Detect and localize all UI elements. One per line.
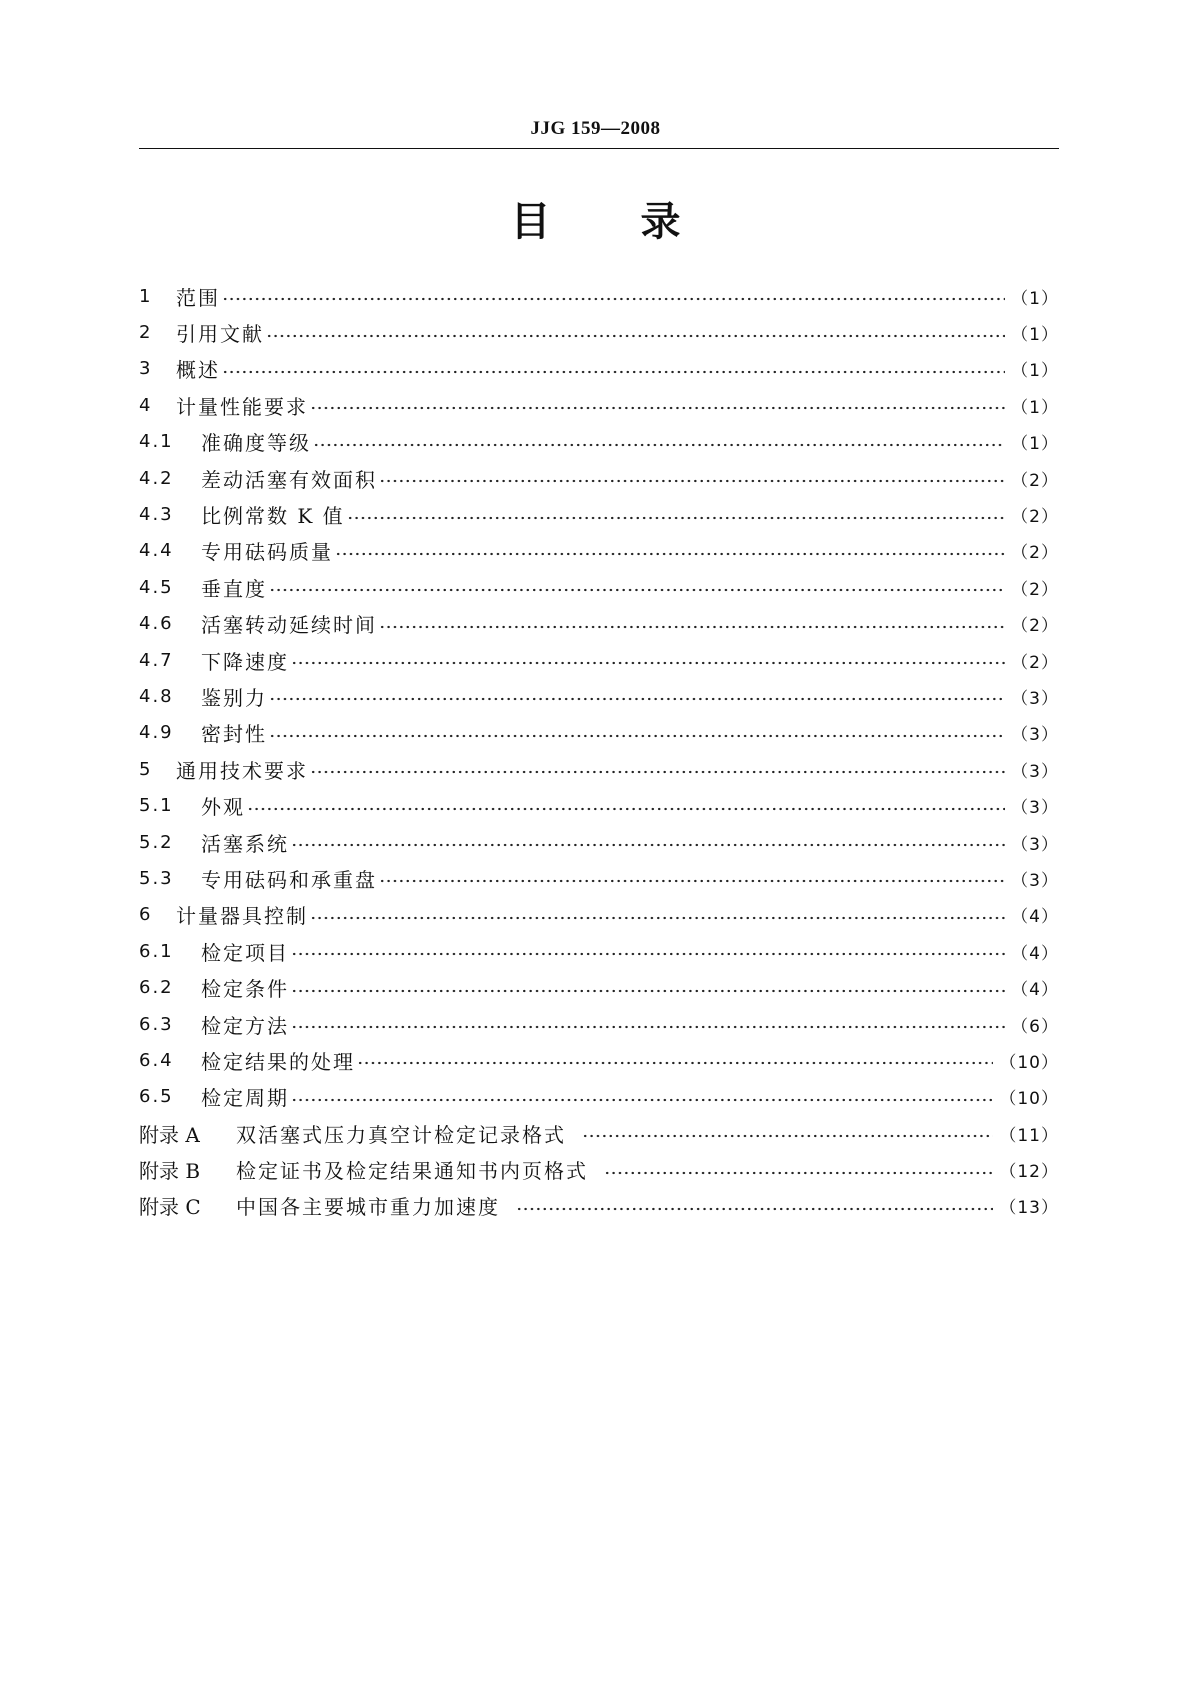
- toc-entry[interactable]: [139, 1151, 1059, 1187]
- toc-entry[interactable]: [139, 751, 1059, 787]
- toc-entry-title: 检定证书及检定结果通知书内页格式: [236, 1159, 588, 1184]
- toc-entry-number: 附录 C: [139, 1195, 201, 1220]
- toc-title: [0, 196, 1191, 248]
- toc-entry-page: （2）: [1011, 543, 1059, 564]
- toc-dot-leader: [291, 941, 1005, 961]
- toc-dot-leader: [379, 468, 1005, 488]
- toc-entry-number: 6.3: [139, 1013, 174, 1035]
- toc-entry-title: 计量器具控制: [176, 904, 308, 929]
- toc-entry-number: 4.3: [139, 504, 174, 526]
- toc-entry-title: 双活塞式压力真空计检定记录格式: [236, 1122, 566, 1147]
- toc-entry-number: 6.5: [139, 1086, 174, 1108]
- toc-entry[interactable]: [139, 387, 1059, 423]
- toc-entry-number: 2: [139, 322, 153, 344]
- toc-entry-number: 4.1: [139, 431, 174, 453]
- toc-dot-leader: [266, 323, 1005, 343]
- toc-entry[interactable]: [139, 460, 1059, 496]
- toc-entry-page: （6）: [1011, 1016, 1059, 1037]
- toc-entry-title: 下降速度: [201, 649, 289, 674]
- toc-entry-title: 范围: [176, 285, 220, 310]
- toc-dot-leader: [604, 1160, 993, 1180]
- toc-title-char: 录: [640, 199, 681, 245]
- toc-entry-number: 3: [139, 358, 153, 380]
- toc-entry[interactable]: [139, 824, 1059, 860]
- toc-entry-title: 活塞转动延续时间: [201, 613, 377, 638]
- table-of-contents: [139, 278, 1059, 1224]
- toc-dot-leader: [313, 432, 1005, 452]
- toc-entry-title: 鉴别力: [201, 685, 267, 710]
- toc-entry-page: （10）: [999, 1052, 1059, 1073]
- toc-entry-title: 检定结果的处理: [201, 1049, 355, 1074]
- toc-entry-number: 6.2: [139, 977, 174, 999]
- toc-entry-title: 通用技术要求: [176, 758, 308, 783]
- toc-entry-title: 检定周期: [201, 1086, 289, 1111]
- toc-entry-page: （11）: [999, 1125, 1059, 1146]
- toc-entry[interactable]: [139, 642, 1059, 678]
- toc-entry-page: （3）: [1011, 688, 1059, 709]
- toc-entry[interactable]: [139, 424, 1059, 460]
- toc-entry-page: （3）: [1011, 834, 1059, 855]
- toc-dot-leader: [269, 577, 1005, 597]
- toc-dot-leader: [222, 359, 1005, 379]
- toc-entry[interactable]: [139, 314, 1059, 350]
- toc-title-char: 目: [510, 199, 551, 245]
- toc-entry-number: 4.6: [139, 613, 174, 635]
- toc-entry-page: （4）: [1011, 907, 1059, 928]
- toc-entry[interactable]: [139, 1188, 1059, 1224]
- toc-entry-title: 专用砝码质量: [201, 540, 333, 565]
- toc-dot-leader: [269, 723, 1005, 743]
- toc-entry-page: （3）: [1011, 870, 1059, 891]
- toc-entry-number: 附录 B: [139, 1159, 201, 1184]
- toc-entry-page: （2）: [1011, 507, 1059, 528]
- toc-entry-page: （2）: [1011, 470, 1059, 491]
- toc-entry-page: （12）: [999, 1162, 1059, 1183]
- toc-entry-title: 检定方法: [201, 1013, 289, 1038]
- toc-entry[interactable]: [139, 1006, 1059, 1042]
- toc-entry-page: （1）: [1011, 361, 1059, 382]
- toc-entry-page: （3）: [1011, 725, 1059, 746]
- toc-entry-number: 1: [139, 285, 153, 307]
- toc-dot-leader: [291, 832, 1005, 852]
- toc-entry-title: 计量性能要求: [176, 394, 308, 419]
- toc-entry-title: 外观: [201, 795, 245, 820]
- toc-entry[interactable]: [139, 533, 1059, 569]
- toc-entry[interactable]: [139, 897, 1059, 933]
- toc-entry-number: 附录 A: [139, 1122, 200, 1147]
- toc-entry[interactable]: [139, 860, 1059, 896]
- toc-entry-page: （2）: [1011, 579, 1059, 600]
- toc-entry-title: 活塞系统: [201, 831, 289, 856]
- toc-entry-page: （2）: [1011, 616, 1059, 637]
- toc-entry[interactable]: [139, 569, 1059, 605]
- toc-entry-page: （10）: [999, 1089, 1059, 1110]
- toc-entry-page: （2）: [1011, 652, 1059, 673]
- toc-dot-leader: [516, 1196, 993, 1216]
- toc-entry[interactable]: [139, 969, 1059, 1005]
- toc-dot-leader: [269, 686, 1005, 706]
- toc-entry[interactable]: [139, 278, 1059, 314]
- toc-entry-number: 5.2: [139, 831, 174, 853]
- toc-entry[interactable]: [139, 1115, 1059, 1151]
- toc-entry[interactable]: [139, 496, 1059, 532]
- toc-dot-leader: [291, 1087, 993, 1107]
- toc-entry[interactable]: [139, 715, 1059, 751]
- toc-entry-title: 引用文献: [176, 322, 264, 347]
- toc-entry[interactable]: [139, 787, 1059, 823]
- toc-entry-number: 4: [139, 394, 153, 416]
- toc-entry[interactable]: [139, 606, 1059, 642]
- toc-entry-number: 4.7: [139, 649, 174, 671]
- toc-entry-number: 4.2: [139, 467, 174, 489]
- toc-entry-title: 垂直度: [201, 576, 267, 601]
- document-code-header: JJG 159—2008: [530, 118, 661, 139]
- toc-entry[interactable]: [139, 351, 1059, 387]
- toc-dot-leader: [582, 1123, 993, 1143]
- toc-dot-leader: [222, 286, 1005, 306]
- toc-entry-number: 5.1: [139, 795, 174, 817]
- toc-dot-leader: [335, 541, 1005, 561]
- toc-entry-title: 中国各主要城市重力加速度: [236, 1195, 500, 1220]
- toc-entry-page: （4）: [1011, 943, 1059, 964]
- toc-entry-number: 6.1: [139, 940, 174, 962]
- toc-dot-leader: [379, 614, 1005, 634]
- toc-entry-number: 4.5: [139, 576, 174, 598]
- toc-entry-title: 比例常数 K 值: [201, 504, 345, 529]
- toc-dot-leader: [291, 1014, 1005, 1034]
- toc-entry-title: 密封性: [201, 722, 267, 747]
- toc-entry[interactable]: [139, 1042, 1059, 1078]
- toc-dot-leader: [291, 650, 1005, 670]
- toc-dot-leader: [310, 905, 1005, 925]
- toc-dot-leader: [291, 978, 1005, 998]
- toc-entry[interactable]: [139, 933, 1059, 969]
- toc-entry[interactable]: [139, 678, 1059, 714]
- toc-entry-number: 5: [139, 758, 153, 780]
- toc-entry-page: （1）: [1011, 325, 1059, 346]
- toc-entry-title: 准确度等级: [201, 431, 311, 456]
- toc-entry-number: 5.3: [139, 867, 174, 889]
- toc-entry-title: 专用砝码和承重盘: [201, 867, 377, 892]
- toc-dot-leader: [247, 796, 1005, 816]
- toc-dot-leader: [357, 1050, 993, 1070]
- toc-entry-title: 检定项目: [201, 940, 289, 965]
- toc-dot-leader: [379, 868, 1005, 888]
- toc-dot-leader: [347, 505, 1005, 525]
- toc-entry-page: （3）: [1011, 761, 1059, 782]
- toc-entry-page: （13）: [999, 1198, 1059, 1219]
- toc-entry-number: 6.4: [139, 1049, 174, 1071]
- toc-entry-page: （1）: [1011, 288, 1059, 309]
- toc-entry-title: 检定条件: [201, 977, 289, 1002]
- header-divider: [139, 148, 1059, 149]
- toc-entry[interactable]: [139, 1079, 1059, 1115]
- toc-entry-title: 概述: [176, 358, 220, 383]
- toc-entry-page: （1）: [1011, 434, 1059, 455]
- toc-entry-page: （3）: [1011, 798, 1059, 819]
- toc-dot-leader: [310, 395, 1005, 415]
- toc-entry-page: （4）: [1011, 980, 1059, 1001]
- toc-entry-number: 4.9: [139, 722, 174, 744]
- toc-entry-number: 4.4: [139, 540, 174, 562]
- toc-entry-title: 差动活塞有效面积: [201, 467, 377, 492]
- toc-entry-number: 6: [139, 904, 153, 926]
- toc-entry-page: （1）: [1011, 397, 1059, 418]
- toc-dot-leader: [310, 759, 1005, 779]
- toc-entry-number: 4.8: [139, 685, 174, 707]
